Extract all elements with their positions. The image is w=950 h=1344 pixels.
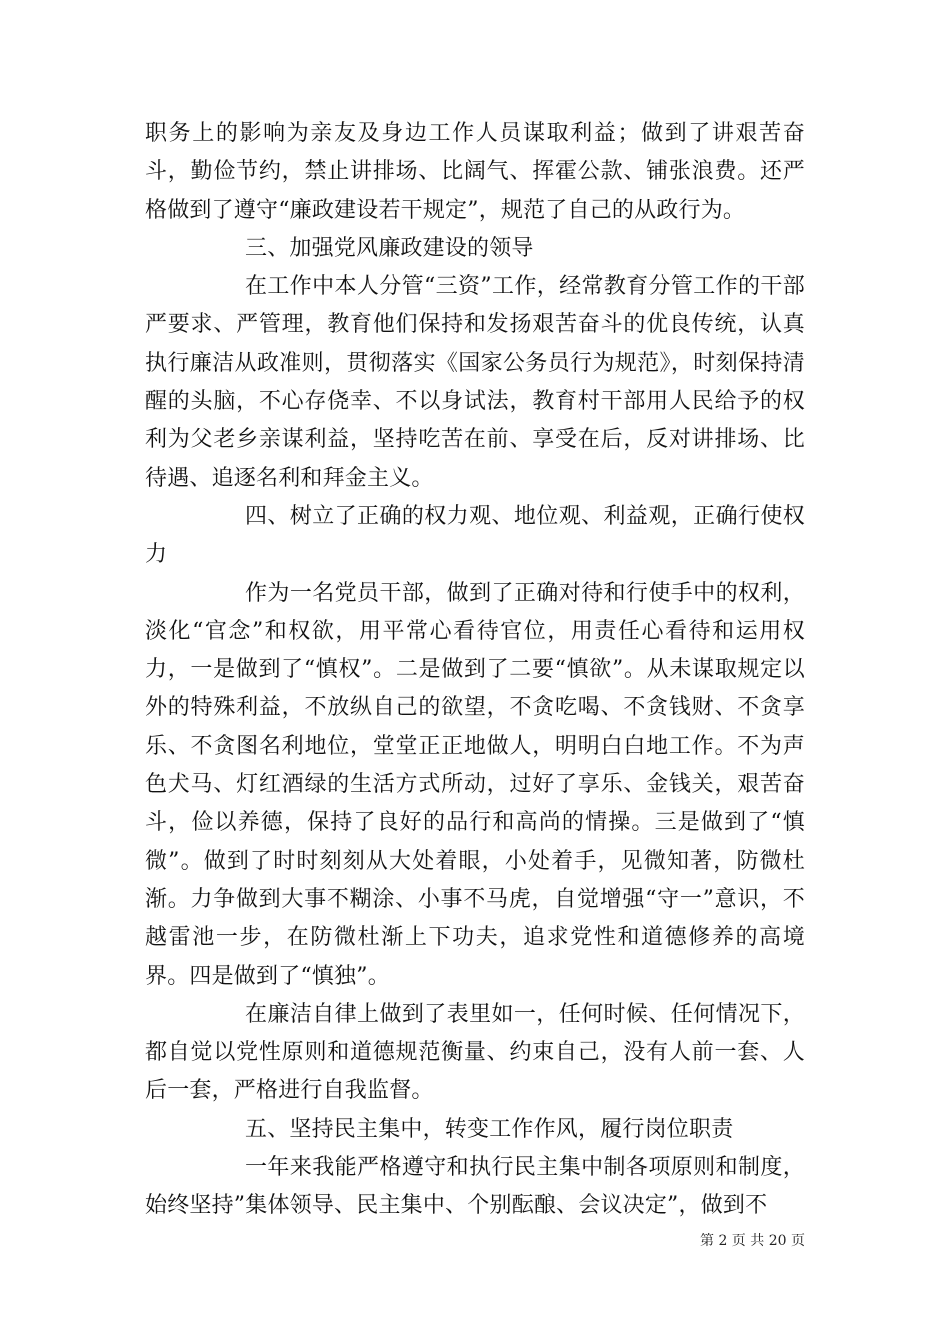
page-number-footer: 第 2 页 共 20 页 <box>700 1233 805 1249</box>
section-heading-4: 四、树立了正确的权力观、地位观、利益观，正确行使权力 <box>145 503 805 568</box>
paragraph-section-3: 在工作中本人分管“三资”工作，经常教育分管工作的干部严要求、严管理，教育他们保持和发扬艰苦奋斗的优良传统，认真执行廉洁从政准则，贯彻落实《国家公务员行为规范》，时刻保持清醒的头脑，不心存侥幸、不以身试法，教育村干部用人民给予的权利为父老乡亲谋利益，坚持吃苦在前、享受在后，反对讲排场、比待遇、追逐名利和拜金主义。 <box>145 274 805 491</box>
paragraph-self-discipline: 在廉洁自律上做到了表里如一，任何时候、任何情况下，都自觉以党性原则和道德规范衡量、约束自己，没有人前一套、人后一套，严格进行自我监督。 <box>145 1001 805 1104</box>
document-body <box>145 115 805 1226</box>
paragraph-continuation: 职务上的影响为亲友及身边工作人员谋取利益；做到了讲艰苦奋斗，勤俭节约，禁止讲排场、比阔气、挥霍公款、铺张浪费。还严格做到了遵守“廉政建设若干规定”，规范了自己的从政行为。 <box>145 121 805 223</box>
section-heading-3: 三、加强党风廉政建设的领导 <box>245 235 534 261</box>
section-heading-5: 五、坚持民主集中，转变工作作风，履行岗位职责 <box>245 1116 734 1142</box>
paragraph-section-5: 一年来我能严格遵守和执行民主集中制各项原则和制度，始终坚持”集体领导、民主集中、个别酝酿、会议决定”，做到不 <box>145 1155 805 1219</box>
paragraph-section-4: 作为一名党员干部，做到了正确对待和行使手中的权利，淡化“官念”和权欲，用平常心看待官位，用责任心看待和运用权力，一是做到了“慎权”。二是做到了二要“慎欲”。从未谋取规定以外的特殊利益，不放纵自己的欲望，不贪吃喝、不贪钱财、不贪享乐、不贪图名利地位，堂堂正正地做人，明明白白地工作。不为声色犬马、灯红酒绿的生活方式所动，过好了享乐、金钱关，艰苦奋斗，俭以养德，保持了良好的品行和高尚的情操。三是做到了“慎微”。做到了时时刻刻从大处着眼，小处着手，见微知著，防微杜渐。力争做到大事不糊涂、小事不马虎，自觉增强“守一”意识，不越雷池一步，在防微杜渐上下功夫，追求党性和道德修养的高境界。四是做到了“慎独”。 <box>145 580 805 989</box>
